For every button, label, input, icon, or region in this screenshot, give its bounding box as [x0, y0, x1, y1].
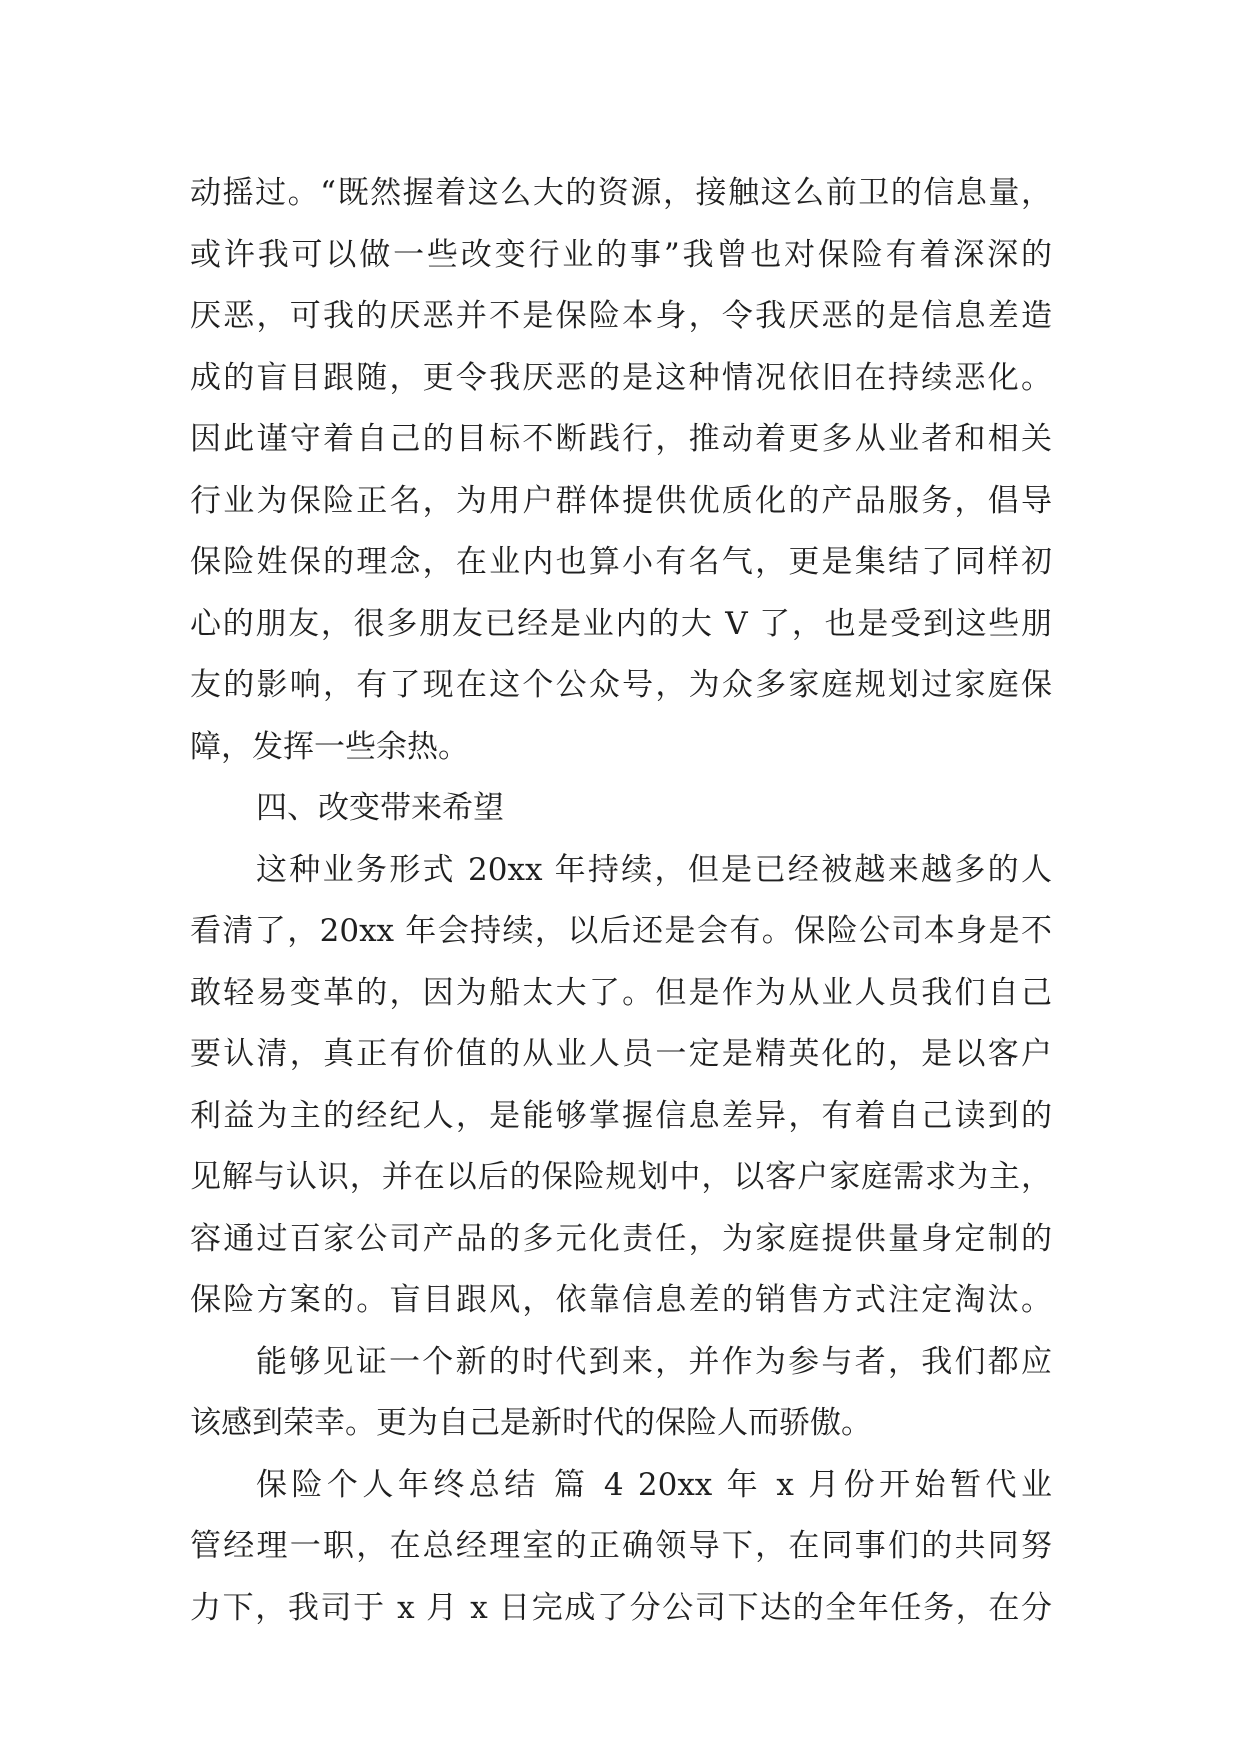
text-line: 动摇过。“既然握着这么大的资源，接触这么前卫的信息量， [190, 175, 1052, 211]
text-line: 能够见证一个新的时代到来，并作为参与者，我们都应 [256, 1343, 1052, 1380]
text-line: 行业为保险正名，为用户群体提供优质化的产品服务，倡导 [190, 482, 1052, 519]
section-heading: 四、改变带来希望 [256, 790, 504, 826]
text-line: 障，发挥一些余热。 [190, 728, 469, 765]
text-line: 敢轻易变革的，因为船太大了。但是作为从业人员我们自己 [190, 974, 1052, 1011]
text-line: 保险个人年终总结 篇 4 20xx 年 x 月份开始暂代业 [256, 1466, 1052, 1503]
text-line: 心的朋友，很多朋友已经是业内的大 V 了，也是受到这些朋 [190, 605, 1052, 642]
text-line: 该感到荣幸。更为自己是新时代的保险人而骄傲。 [190, 1405, 872, 1441]
text-line: 友的影响，有了现在这个公众号，为众多家庭规划过家庭保 [190, 667, 1052, 703]
text-line: 看清了，20xx 年会持续，以后还是会有。保险公司本身是不 [190, 913, 1052, 949]
text-line: 管经理一职，在总经理室的正确领导下，在同事们的共同努 [190, 1528, 1052, 1564]
text-line: 保险方案的。盲目跟风，依靠信息差的销售方式注定淘汰。 [190, 1282, 1052, 1318]
text-line: 见解与认识，并在以后的保险规划中，以客户家庭需求为主， [190, 1159, 1052, 1195]
text-line: 要认清，真正有价值的从业人员一定是精英化的，是以客户 [190, 1036, 1052, 1072]
text-line: 因此谨守着自己的目标不断践行，推动着更多从业者和相关 [190, 421, 1052, 457]
text-line: 保险姓保的理念，在业内也算小有名气，更是集结了同样初 [190, 544, 1052, 580]
text-line: 厌恶，可我的厌恶并不是保险本身，令我厌恶的是信息差造 [190, 298, 1052, 334]
text-line: 利益为主的经纪人，是能够掌握信息差异，有着自己读到的 [190, 1097, 1052, 1134]
document-body [190, 163, 1052, 1639]
text-line: 容通过百家公司产品的多元化责任，为家庭提供量身定制的 [190, 1220, 1052, 1257]
text-line: 力下，我司于 x 月 x 日完成了分公司下达的全年任务，在分 [190, 1589, 1052, 1626]
text-line: 成的盲目跟随，更令我厌恶的是这种情况依旧在持续恶化。 [190, 359, 1052, 396]
text-line: 或许我可以做一些改变行业的事”我曾也对保险有着深深的 [190, 236, 1052, 273]
text-line: 这种业务形式 20xx 年持续，但是已经被越来越多的人 [256, 851, 1052, 888]
